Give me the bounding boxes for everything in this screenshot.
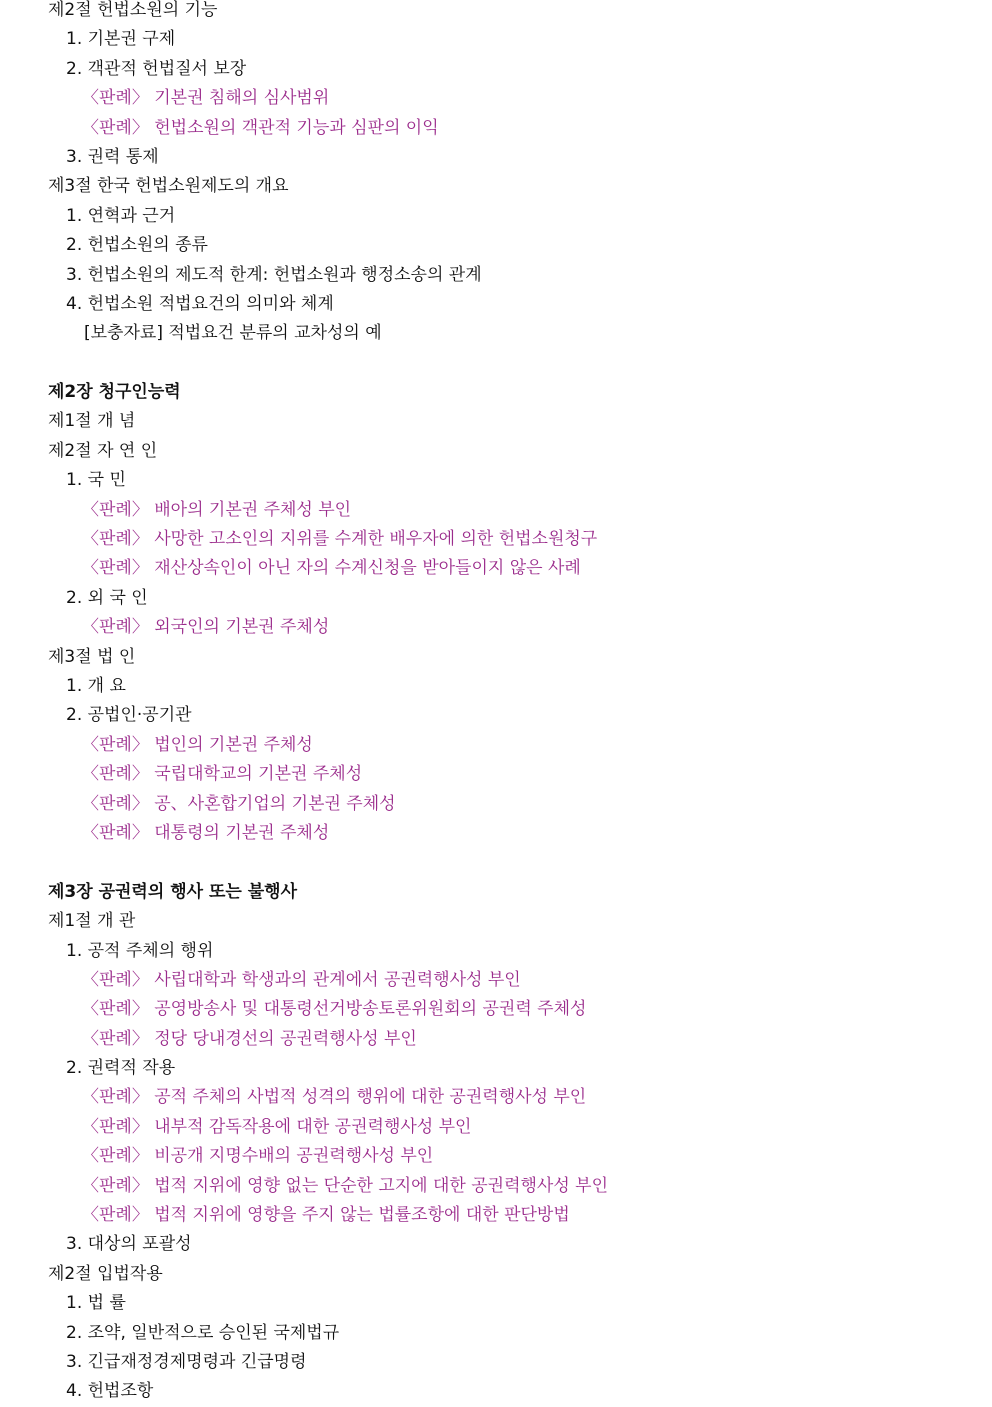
case-entry: 〈판례〉 배아의 기본권 주체성 부인 — [82, 499, 352, 520]
case-entry: 〈판례〉 재산상속인이 아닌 자의 수계신청을 받아들이지 않은 사례 — [82, 558, 581, 579]
case-entry: 〈판례〉 공적 주체의 사법적 성격의 행위에 대한 공권력행사성 부인 — [82, 1087, 587, 1108]
case-entry: 〈판례〉 정당 당내경선의 공권력행사성 부인 — [82, 1028, 417, 1049]
case-entry: 〈판례〉 헌법소원의 객관적 기능과 심판의 이익 — [82, 117, 439, 138]
toc-item: 3. 권력 통제 — [66, 146, 159, 167]
toc-item: 1. 기본권 구제 — [66, 29, 176, 50]
blank-line — [0, 848, 992, 877]
case-entry: 〈판례〉 사망한 고소인의 지위를 수계한 배우자에 의한 헌법소원청구 — [82, 529, 598, 550]
case-entry: 〈판례〉 법적 지위에 영향 없는 단순한 고지에 대한 공권력행사성 부인 — [82, 1175, 609, 1196]
toc-item: 2. 헌법소원의 종류 — [66, 235, 208, 256]
case-entry: 〈판례〉 비공개 지명수배의 공권력행사성 부인 — [82, 1146, 434, 1167]
blank-line — [0, 349, 992, 378]
toc-item: 2. 외 국 인 — [66, 587, 148, 608]
section-heading: 제2절 입법작용 — [48, 1263, 163, 1284]
toc-item: 4. 헌법소원 적법요건의 의미와 체계 — [66, 293, 334, 314]
toc-item: 1. 연혁과 근거 — [66, 205, 176, 226]
toc-item: 3. 긴급재정경제명령과 긴급명령 — [66, 1351, 307, 1372]
section-heading: 제2절 헌법소원의 기능 — [48, 0, 218, 20]
case-entry: 〈판례〉 공영방송사 및 대통령선거방송토론위원회의 공권력 주체성 — [82, 999, 587, 1020]
case-entry: 〈판례〉 사립대학과 학생과의 관계에서 공권력행사성 부인 — [82, 969, 521, 990]
case-entry: 〈판례〉 공、사혼합기업의 기본권 주체성 — [82, 793, 396, 814]
section-heading: 제3절 한국 헌법소원제도의 개요 — [48, 176, 289, 197]
toc-item: 1. 법 률 — [66, 1293, 126, 1314]
section-heading: 제1절 개 관 — [48, 911, 136, 932]
toc-item: 1. 국 민 — [66, 470, 126, 491]
toc-item: 2. 객관적 헌법질서 보장 — [66, 58, 247, 79]
toc-item: 1. 공적 주체의 행위 — [66, 940, 214, 961]
case-entry: 〈판례〉 기본권 침해의 심사범위 — [82, 88, 330, 109]
toc-item: 3. 대상의 포괄성 — [66, 1234, 192, 1255]
section-heading: 제3절 법 인 — [48, 646, 136, 667]
toc-item: 1. 개 요 — [66, 675, 126, 696]
case-entry: 〈판례〉 국립대학교의 기본권 주체성 — [82, 764, 363, 785]
supplement-entry: [보충자료] 적법요건 분류의 교차성의 예 — [84, 323, 382, 344]
toc-item: 3. 헌법소원의 제도적 한계: 헌법소원과 행정소송의 관계 — [66, 264, 482, 285]
case-entry: 〈판례〉 대통령의 기본권 주체성 — [82, 822, 330, 843]
toc-item: 2. 권력적 작용 — [66, 1058, 176, 1079]
toc-item: 2. 공법인·공기관 — [66, 705, 192, 726]
case-entry: 〈판례〉 법적 지위에 영향을 주지 않는 법률조항에 대한 판단방법 — [82, 1205, 570, 1226]
section-heading: 제2절 자 연 인 — [48, 440, 158, 461]
toc-item: 2. 조약, 일반적으로 승인된 국제법규 — [66, 1322, 340, 1343]
case-entry: 〈판례〉 내부적 감독작용에 대한 공권력행사성 부인 — [82, 1116, 472, 1137]
toc-item: 4. 헌법조항 — [66, 1381, 154, 1402]
section-heading: 제1절 개 념 — [48, 411, 136, 432]
chapter-heading: 제2장 청구인능력 — [48, 382, 181, 403]
case-entry: 〈판례〉 외국인의 기본권 주체성 — [82, 617, 330, 638]
case-entry: 〈판례〉 법인의 기본권 주체성 — [82, 734, 313, 755]
chapter-heading: 제3장 공권력의 행사 또는 불행사 — [48, 881, 297, 902]
